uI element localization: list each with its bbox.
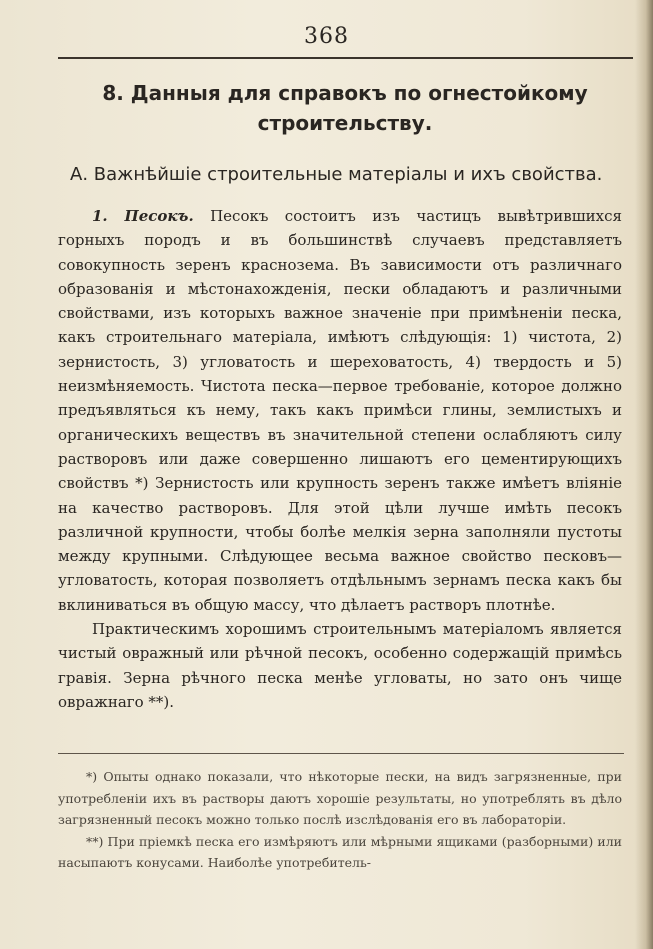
subsection-title: А. Важнѣйшіе строительные матеріалы и ихъ свойства. bbox=[70, 164, 603, 185]
header-rule bbox=[58, 57, 633, 59]
footnote-1: *) Опыты однако показали, что нѣкоторые пески, на видъ загрязненные, при употребленіи ихъ въ растворы даютъ хорошіе результаты, но употреблять въ дѣло загрязненный песокъ можно только послѣ изслѣдованія его въ лабораторіи. bbox=[58, 769, 622, 827]
paragraph-heading-sand: 1. Песокъ. bbox=[92, 207, 194, 225]
footnotes bbox=[58, 766, 622, 874]
page-number: 368 bbox=[304, 24, 349, 49]
main-body-text bbox=[58, 204, 622, 714]
footnote-rule bbox=[58, 753, 624, 754]
section-title: 8. Данныя для справокъ по огнестойкому строительству. bbox=[102, 81, 588, 135]
footnote-2: **) При пріемкѣ песка его измѣряютъ или мѣрными ящиками (разборными) или насыпаютъ конусами. Наиболѣе употребитель- bbox=[58, 833, 622, 870]
paragraph-sand-text: Песокъ состоитъ изъ частицъ вывѣтрившихся горныхъ породъ и въ большинствѣ случаевъ представляетъ совокупность зеренъ краснозема. Въ зависимости отъ различнаго образованія и мѣстонахожденія, пески обладаютъ и различными свойствами, изъ которыхъ важное значеніе при примѣненіи песка, какъ строительнаго матеріала, имѣютъ слѣдующія: 1) чистота, 2) зернистость, 3) угловатость и шереховатость, 4) твердость и 5) неизмѣняемость. Чистота песка—первое требованіе, которое должно предъявляться къ нему, такъ какъ примѣси глины, землистыхъ и органическихъ веществъ въ значительной степени ослабляютъ силу растворовъ или даже совершенно лишаютъ его цементирующихъ свойствъ *) Зернистость или крупность зеренъ также имѣетъ вліяніе на качество растворовъ. Для этой цѣли лучше имѣть песокъ различной крупности, чтобы болѣе мелкія зерна заполняли пустоты между крупными. Слѣдующее весьма важное свойство песковъ—угловатость, которая позволяетъ отдѣльнымъ зернамъ песка какъ бы вклиниваться въ общую массу, что дѣлаетъ растворъ плотнѣе. bbox=[58, 207, 623, 614]
page-gutter-shadow bbox=[635, 0, 653, 949]
paragraph-practical: Практическимъ хорошимъ строительнымъ матеріаломъ является чистый овражный или рѣчной песокъ, особенно содержащій примѣсь гравія. Зерна рѣчного песка менѣе угловаты, но зато онъ чище овражнаго **). bbox=[58, 620, 622, 711]
paragraph-sand bbox=[58, 204, 622, 617]
